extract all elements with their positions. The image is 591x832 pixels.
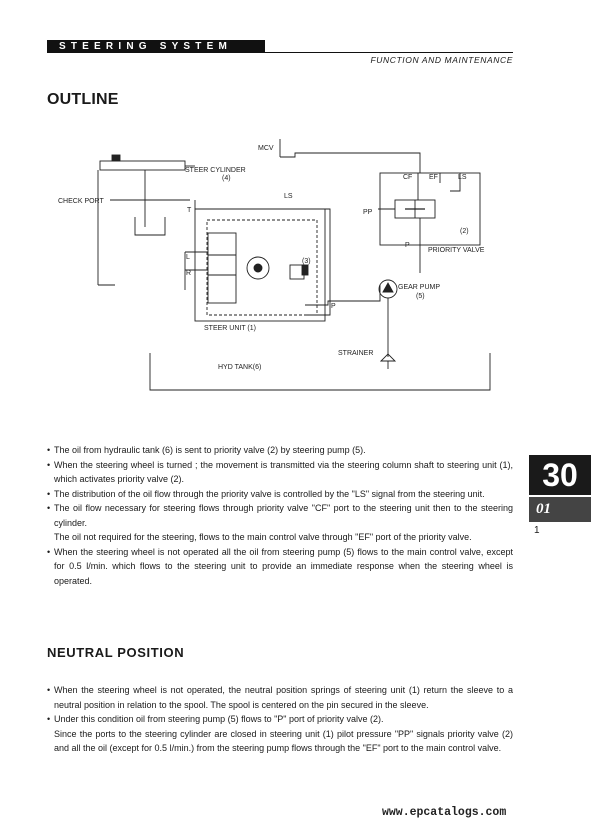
footer-website: www.epcatalogs.com xyxy=(382,806,507,819)
label-strainer: STRAINER xyxy=(338,350,374,357)
label-pp: PP xyxy=(363,209,373,216)
label-p2: P xyxy=(405,242,410,249)
label-mcv: MCV xyxy=(258,145,274,152)
outline-text xyxy=(47,443,513,588)
label-r: R xyxy=(186,270,192,277)
list-item: • When the steering wheel is not operated all the oil from steering pump (5) flows to the main control valve, except for 0.5 l/min. which flows to the steering unit to provide an immediate response when the steering wheel is operated. xyxy=(47,545,513,589)
label-p: P xyxy=(331,303,336,310)
label-priority-valve: PRIORITY VALVE xyxy=(428,247,485,254)
outline-title: OUTLINE xyxy=(47,91,119,108)
label-ls: LS xyxy=(284,193,293,200)
list-item: • The distribution of the oil flow through the priority valve is controlled by the "LS" signal from the steering unit. xyxy=(47,487,513,502)
label-t: T xyxy=(187,207,192,214)
header-rule xyxy=(47,52,513,53)
list-item: • When the steering wheel is turned ; the movement is transmitted via the steering column shaft to steering unit (1), which activates priority valve (2). xyxy=(47,458,513,487)
label-gear-pump: GEAR PUMP xyxy=(398,284,441,291)
page-number: 1 xyxy=(534,525,540,536)
label-steer-unit: STEER UNIT (1) xyxy=(204,325,256,332)
label-hyd-tank: HYD TANK(6) xyxy=(218,364,262,371)
section-label: FUNCTION AND MAINTENANCE xyxy=(370,55,513,65)
list-item: • When the steering wheel is not operated, the neutral position springs of steering unit (1) return the sleeve to a neutral position in relation to the spool. The spool is centered on the pin secured in the sleeve. xyxy=(47,683,513,712)
label-gear-pump-no: (5) xyxy=(416,293,425,300)
paragraph: Since the ports to the steering cylinder are closed in steering unit (1) pilot pressure "PP" signals priority valve (2) and all the oil (except for 0.5 l/min.) from the steering pump flows through the "EF" port to the main control valve. xyxy=(54,728,513,753)
label-check-port: CHECK PORT xyxy=(58,198,104,205)
label-cf: CF xyxy=(403,174,413,181)
neutral-title: NEUTRAL POSITION xyxy=(47,645,185,660)
label-l: L xyxy=(186,254,190,261)
paragraph: The oil not required for the steering, flows to the main control valve through "EF" port of the priority valve. xyxy=(54,532,472,542)
section-tab: 01 xyxy=(529,497,591,522)
list-item: • The oil flow necessary for steering flows through priority valve "CF" port to the steering unit then to the steering cylinder. xyxy=(47,501,513,530)
label-3: (3) xyxy=(302,258,311,265)
list-item: • The oil from hydraulic tank (6) is sent to priority valve (2) by steering pump (5). xyxy=(47,443,513,458)
label-steer-cylinder: STEER CYLINDER xyxy=(185,167,246,174)
label-2: (2) xyxy=(460,228,469,235)
chapter-header: STEERING SYSTEM xyxy=(47,40,265,53)
label-ef: EF xyxy=(429,174,438,181)
chapter-tab: 30 xyxy=(529,455,591,495)
label-ls2: LS xyxy=(458,174,467,181)
hydraulic-diagram xyxy=(50,125,520,395)
label-steer-cylinder-no: (4) xyxy=(222,175,231,182)
list-item: • Under this condition oil from steering pump (5) flows to "P" port of priority valve (2). xyxy=(47,712,513,727)
neutral-text xyxy=(47,683,513,756)
